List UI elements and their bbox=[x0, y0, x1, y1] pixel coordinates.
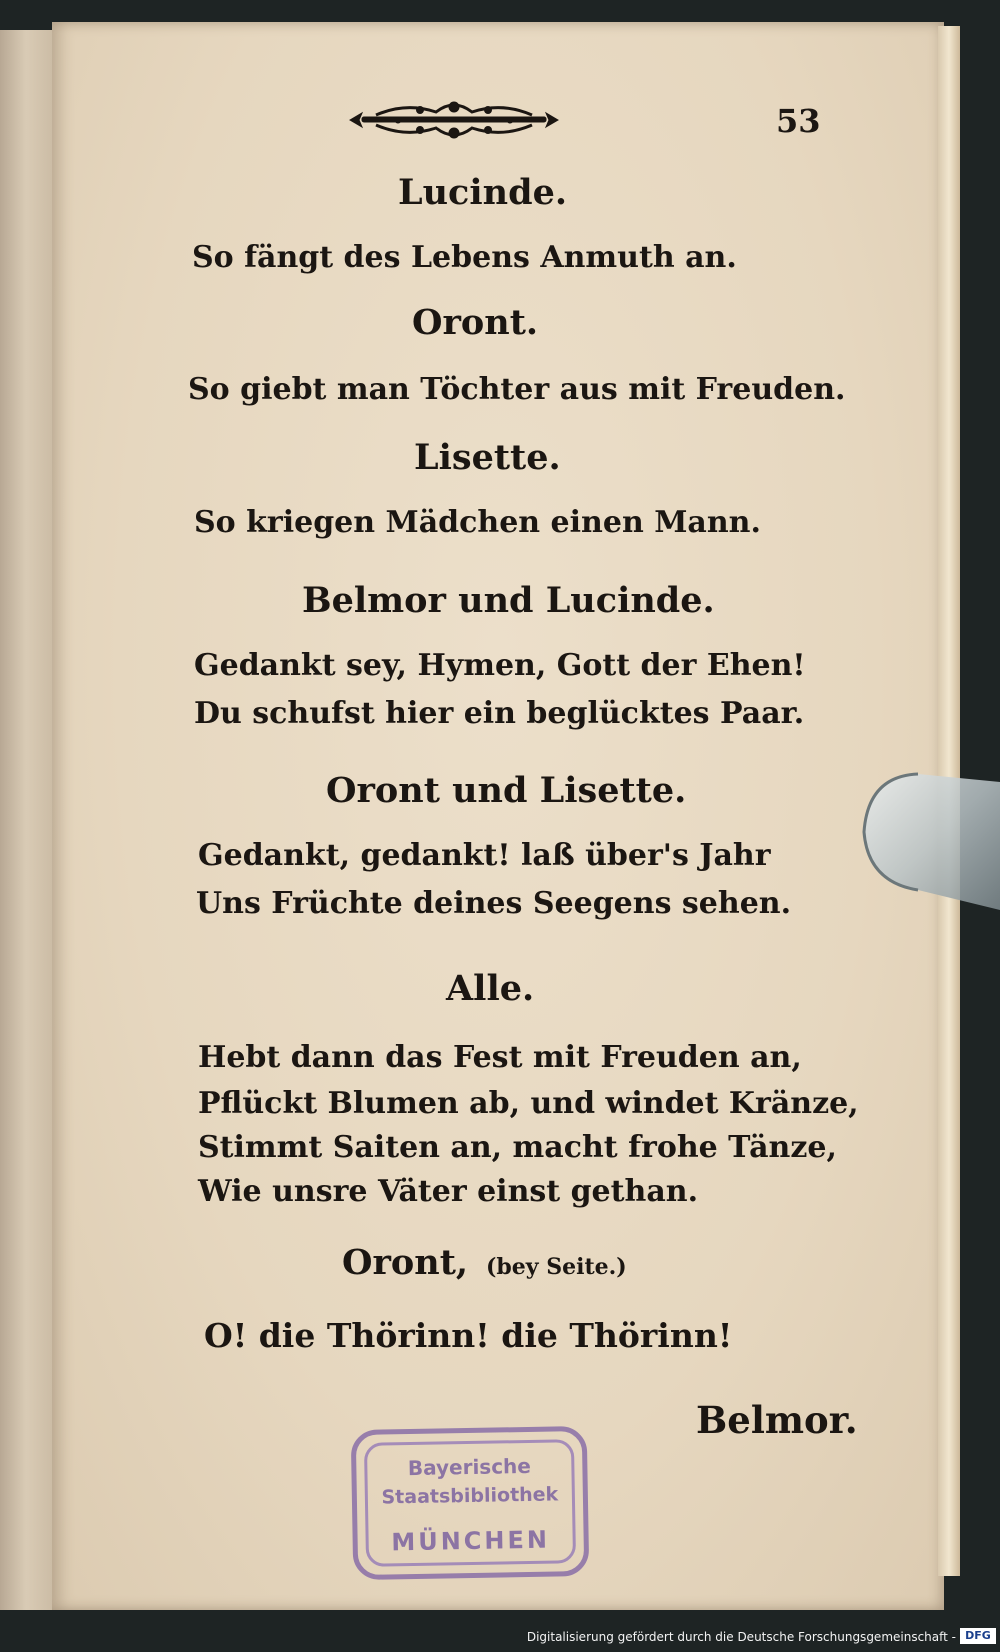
verse-line: Gedankt, gedankt! laß über's Jahr bbox=[198, 838, 771, 873]
stamp-text: Bayerische bbox=[407, 1453, 532, 1481]
speaker-lisette: Lisette. bbox=[414, 437, 561, 478]
speaker-belmor-und-lucinde: Belmor und Lucinde. bbox=[302, 580, 715, 621]
speaker-lucinde: Lucinde. bbox=[398, 172, 568, 213]
verse-line: Uns Früchte deines Seegens sehen. bbox=[196, 886, 792, 921]
speaker-alle: Alle. bbox=[446, 968, 535, 1009]
verse-line: Du schufst hier ein beglücktes Paar. bbox=[194, 696, 805, 731]
speaker-oront: Oront, bbox=[342, 1242, 469, 1283]
verse-line: Gedankt sey, Hymen, Gott der Ehen! bbox=[194, 648, 806, 683]
page-clip-icon bbox=[858, 772, 1000, 910]
verse-line: O! die Thörinn! die Thörinn! bbox=[204, 1316, 733, 1355]
verse-line: Hebt dann das Fest mit Freuden an, bbox=[198, 1040, 802, 1075]
speaker-oront: Oront. bbox=[412, 302, 539, 343]
speaker-oront-und-lisette: Oront und Lisette. bbox=[326, 770, 687, 811]
dfg-logo: DFG bbox=[960, 1628, 996, 1644]
left-page-edge bbox=[0, 30, 58, 1610]
verse-line: So giebt man Töchter aus mit Freuden. bbox=[188, 372, 846, 407]
verse-line: So kriegen Mädchen einen Mann. bbox=[194, 505, 761, 540]
stamp-text: Staatsbibliothek bbox=[381, 1483, 559, 1509]
verse-line: So fängt des Lebens Anmuth an. bbox=[192, 240, 737, 275]
library-stamp-icon bbox=[351, 1426, 590, 1580]
verse-line: Stimmt Saiten an, macht frohe Tänze, bbox=[198, 1130, 837, 1165]
digitization-credit: Digitalisierung gefördert durch die Deutsche Forschungsgemeinschaft - bbox=[526, 1630, 956, 1644]
ornament-vignette-icon bbox=[346, 98, 562, 142]
catchword-belmor: Belmor. bbox=[696, 1398, 858, 1442]
page-number: 53 bbox=[776, 102, 821, 140]
verse-line: Wie unsre Väter einst gethan. bbox=[198, 1174, 699, 1209]
stamp-text: MÜNCHEN bbox=[391, 1525, 551, 1557]
verse-line: Pflückt Blumen ab, und windet Kränze, bbox=[198, 1086, 859, 1121]
stage-direction: (bey Seite.) bbox=[486, 1254, 627, 1280]
